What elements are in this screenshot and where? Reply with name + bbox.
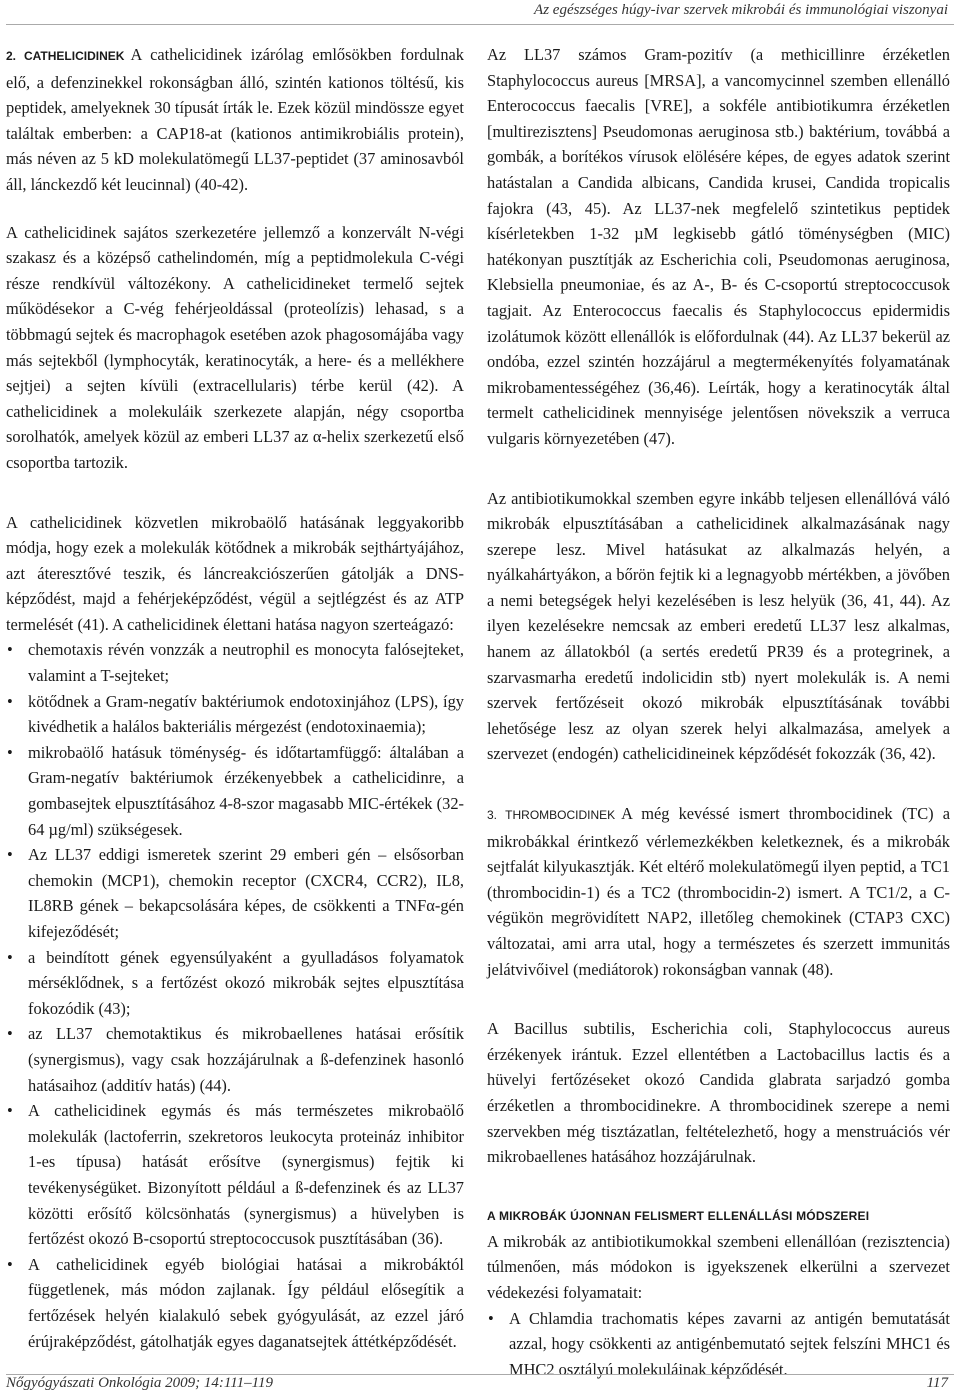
right-bullet-list xyxy=(487,1306,950,1383)
right-column xyxy=(487,42,950,1382)
left-column xyxy=(6,42,464,1354)
left-paragraph-2: A cathelicidinek sajátos szerkezetére jellemző a konzervált N-végi szakasz és a középső cathelindomén, míg a peptidmolekula C-végi része rendkívül változékony. A cathelicidineket termelő sejtek működésekor a C-vég fehérjeoldással (proteolízis) lehasad, s a többmagú sejtek és macrophagok esetében azok phagosomájába vagy más sejtekből (lymphocyták, keratinocyták, a here- és a mellékhere sejtjei) a sejten kívüli (extracellularis) térbe kerül (42). A cathelicidinek a molekuláik szerkezete alapján, négy csoportba sorolhatók, amelyek közül az emberi LL37 az α-helix szerkezetű első csoportba tartozik. xyxy=(6,222,464,472)
right-paragraph-1: Az LL37 számos Gram-pozitív (a methicillinre érzéketlen Staphylococcus aureus [MRSA], a vancomycinnel szemben ellenálló Enterococcus faecalis [VRE], a sokféle antibiotikumra érzéketlen [multirezisztens] Pseudomonas aeruginosa stb.) baktérium, továbbá a gombák, a borítékos vírusok elölésére képes, de egyes adatok szerint hatástalan a Candida albicans, Candida krusei, Candida tropicalis fajokra (43, 45). Az LL37-nek megfelelő szintetikus peptidek kísérletekben 1-32 µM legkisebb gátló töménységben (MIC) hatékonyan pusztítják az Escherichia coli, Pseudomonas aeruginosa, Klebsiella pneumoniae, és az A-, B- és C-csoportú streptococcusok tagjait. Az Enterococcus faecalis és Staphylococcus epidermidis izolátumok között ellenállók is előfordulnak (44). Az LL37 bekerül az ondóba, ezzel szintén hozzájárul a megtermékenyítés folyamatának mikrobamentességéhez (36,46). Leírták, hogy a keratinocyták által termelt cathelicidinek mennyisége jelentősen növekszik a verruca vulgaris környezetében (47). xyxy=(487,45,950,448)
list-item: • chemotaxis révén vonzzák a neutrophil es monocyta falósejteket, valamint a T-sejteket; xyxy=(6,637,464,688)
list-item: • A Chlamdia trachomatis képes zavarni az antigén bemutatását azzal, hogy csökkenti az antigénbemutató sejtek felszíni MHC1 és MHC2 osztályú molekuláinak képződését. xyxy=(487,1306,950,1383)
list-item: • Az LL37 eddigi ismeretek szerint 29 emberi gén – elsősorban chemokin (MCP1), chemokin receptor (CXCR4, CCR2), IL8, IL8RB gének – bekapcsolására képes, de csökkenti a TNFα-gén kifejeződését; xyxy=(6,842,464,944)
bullet-icon: • xyxy=(7,691,13,711)
bullet-icon: • xyxy=(7,1254,13,1274)
bullet-icon: • xyxy=(7,742,13,762)
header-rule xyxy=(6,24,954,25)
bullet-icon: • xyxy=(7,640,13,660)
list-item: • A cathelicidinek egymás és más természetes mikrobaölő molekulák (lactoferrin, szekretoros leukocyta proteináz inhibitor 1-es típusa) hatását erősítve (synergismus) fejtik ki tevékenységüket. Bizonyított például a ß-defenzinek és az LL37 közötti erősítő kölcsönhatás (synergismus) a hüvelyben is fertőzést okozó B-csoportú streptococcusok pusztításában (36). xyxy=(6,1098,464,1252)
bullet-icon: • xyxy=(7,845,13,865)
bullet-icon: • xyxy=(7,1024,13,1044)
left-paragraph-1-text: A cathelicidinek izárólag emlősökben fordulnak elő, a defenzinekkel rokonságban álló, szintén kationos töltésű, kis peptidek, amelyeknek 30 típusát írták le. Ezek közül mindössze egyet találtak emberben: a CAP18-at (kationos antimikrobiális protein), más néven az 5 kD molekulatömegű LL37-peptidet (37 aminosavból áll, lánckezdő két leucinnal) (40-42). xyxy=(6,45,464,194)
list-item: • A cathelicidinek egyéb biológiai hatásai a mikrobáktól függetlenek, más módon zajlanak. Így például elősegítik a fertőzések helyén kialakuló sebek gyógyulását, az ezzel járó érújraképződést, gátolhatják egyes daganatsejtek áttétképződését. xyxy=(6,1252,464,1354)
page-number: 117 xyxy=(926,1375,948,1391)
bullet-icon: • xyxy=(7,947,13,967)
list-item: • kötődnek a Gram-negatív baktériumok endotoxinjához (LPS), így kivédhetik a halálos bakteriális mérgezést (endotoxinaemia); xyxy=(6,689,464,740)
right-paragraph-3 xyxy=(487,801,950,982)
right-paragraph-3-text: A még kevéssé ismert thrombocidinek (TC) a mikrobákkal érintkező vérlemezkékben keletkeznek, és a mikrobák sejtfalát kilyukasztják. Két eltérő molekulatömegű ilyen peptid, a TC1 (thrombocidin-1) és a TC2 (thrombocidin-2) ismert. A TC1/2, a C-végükön megrövidített NAP2, illetőleg chemokinek (CTAP3 CXC) változatai, ami arra utal, hogy a természetes és szerzett immunitás jelátvivőivel (mediátorok) rokonságban vannak (48). xyxy=(487,804,950,979)
bullet-icon: • xyxy=(7,1101,13,1121)
right-paragraph-5: A mikrobák az antibiotikumokkal szembeni ellenállóan (rezisztencia) túlmenően, más módokon is igyekszenek elkerülni a szervezet védekezési folyamatait: xyxy=(487,1231,950,1302)
list-item: • mikrobaölő hatásuk töménység- és időtartamfüggő: általában a Gram-negatív baktériumok érzékenyebbek a cathelicidinre, a gombasejtek elpusztításához 4-8-szor magasabb MIC-értékek (32-64 µg/ml) szükségesek. xyxy=(6,740,464,842)
list-item: • a beindított gének egyensúlyaként a gyulladásos folyamatok mérséklődnek, s a fertőzést okozó mikrobák sejtes elpusztítása fokozódik (43); xyxy=(6,945,464,1022)
left-paragraph-3: A cathelicidinek közvetlen mikrobaölő hatásának leggyakoribb módja, hogy ezek a molekulák kötődnek a mikrobák sejthártyájához, azt áteresztővé teszik, és láncreakciószerűen gátolják a DNS-képződést, majd a fehérjeképződést, végül a sejtlégzést és az ATP termelését (41). A cathelicidinek élettani hatása nagyon szerteágazó: xyxy=(6,512,464,634)
section-heading: A MIKROBÁK ÚJONNAN FELISMERT ELLENÁLLÁSI MÓDSZEREI xyxy=(487,1208,870,1223)
list-item: • az LL37 chemotaktikus és mikrobaellenes hatásai erősítik (synergismus), vagy csak hozzájárulnak a ß-defenzinek hasonló hatásaihoz (additív hatás) (44). xyxy=(6,1021,464,1098)
running-head: Az egészséges húgy-ivar szervek mikrobái és immunológiai viszonyai xyxy=(534,2,948,18)
left-paragraph-1 xyxy=(6,42,464,198)
bullet-icon: • xyxy=(488,1308,494,1328)
section-2-label: 2. CATHELICIDINEK xyxy=(6,49,125,63)
right-paragraph-2: Az antibiotikumokkal szemben egyre inkább teljesen ellenállóvá váló mikrobák elpusztításában a cathelicidinek alkalmazásának nagy szerepe lesz. Mivel hatásukat az alkalmazás helyén, a nyálkahártyákon, a bőrön fejtik ki a legnagyobb mértékben, a jövőben a nemi betegségek helyi kezelésében is lesz helyük (36, 41, 44). Az ilyen kezelésekre nemcsak az emberi eredetű LL37 lesz alkalmas, hanem az állatokból (a sertés eredetű PR39 és a protegrinek, a szarvasmarha eredetű indolicidin stb) nyert molekulák is. A nemi szervek fertőzéseit okozó mikrobák elpusztításának további lehetősége lesz az olyan szerek helyi alkalmazása, amelyek a szervezet (endogén) cathelicidineinek képződését fokozzák (36, 42). xyxy=(487,488,950,764)
journal-citation: Nőgyógyászati Onkológia 2009; 14:111–119 xyxy=(6,1375,274,1391)
left-bullet-list xyxy=(6,637,464,1354)
section-3-label: 3. THROMBOCIDINEK xyxy=(487,808,616,823)
right-paragraph-4: A Bacillus subtilis, Escherichia coli, Staphylococcus aureus érzékenyek irántuk. Ezzel ellentétben a Lactobacillus lactis és a hüvelyi fertőzéseket okozó Candida glabrata sarjadzó gomba érzéketlen a thrombocidinekre. A thrombocidinek szerepe a nemi szervekben még tisztázatlan, feltételezhető, hogy a menstruációs vér mikrobaellenes hatásához hozzájárulnak. xyxy=(487,1019,950,1167)
